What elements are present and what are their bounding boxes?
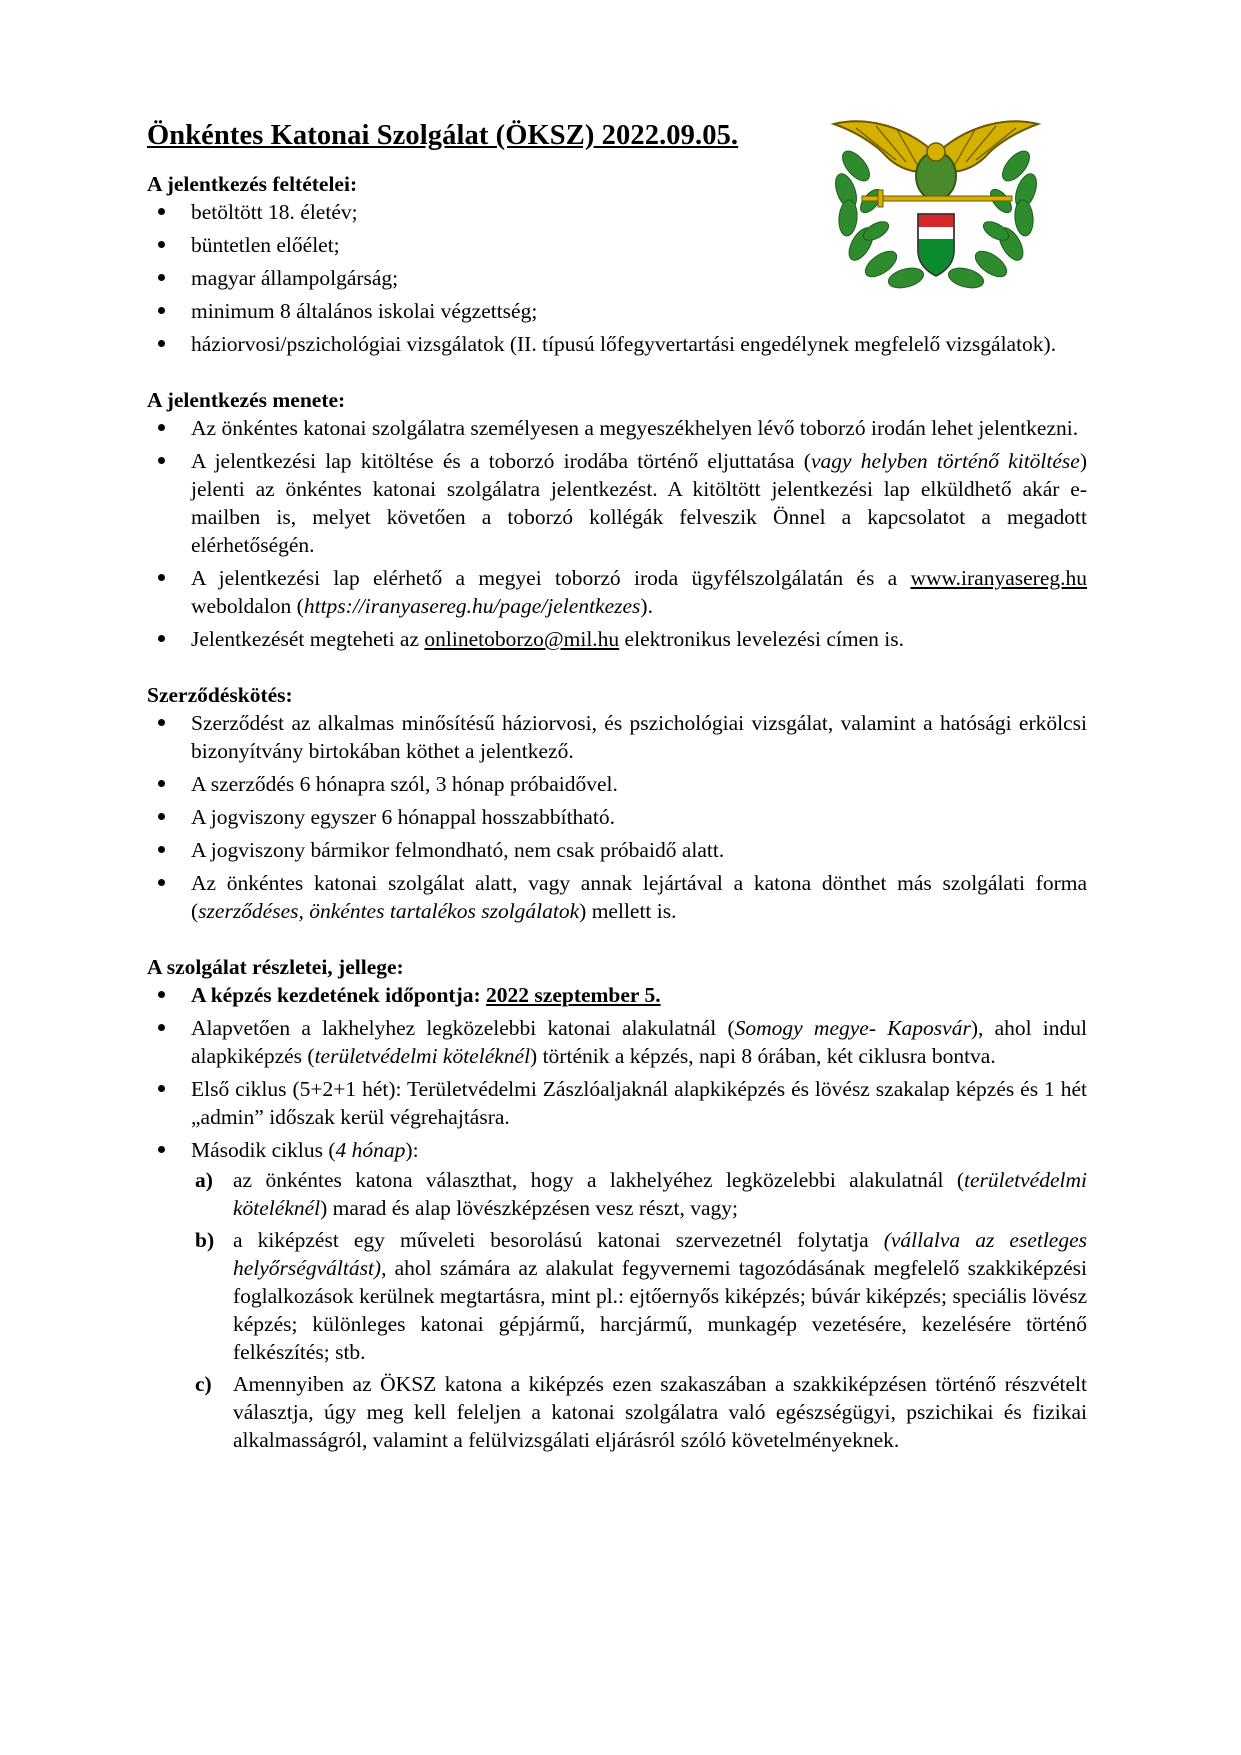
email-link[interactable]: onlinetoborzo@mil.hu bbox=[424, 627, 620, 651]
section-heading: Szerződéskötés: bbox=[147, 683, 293, 707]
website-link[interactable]: www.iranyasereg.hu bbox=[910, 566, 1087, 590]
sub-list-item: a) az önkéntes katona választhat, hogy a lakhelyéhez legközelebbi alakulatnál (területvédelmi köteléknél) marad és alap lövészképzésen vesz részt, vagy; bbox=[195, 1168, 1087, 1220]
section-application-process bbox=[147, 386, 1087, 653]
list-item: Második ciklus (4 hónap): a) az önkéntes katona választhat, hogy a lakhelyéhez legközelebbi alakulatnál (területvédelmi köteléknél) marad és alap lövészképzésen vesz részt, vagy; b) a kiképzést egy műveleti besorolású katonai szervezetnél folytatja (vállalva az esetleges helyőrségváltást), ahol számára az alakulat fegyvernemi tagozódásának megfelelő szakkiképzési foglalkozások kerülnek megtartásra, mint pl.: ejtőernyős kiképzés; búvár kiképzés; speciális lövész képzés; különleges katonai gépjármű, harcjármű, munkagép vezetésére, kezelésére történő felkészítés; stb. c) Amennyiben az ÖKSZ katona a kiképzés ezen szakaszában a szakkiképzésen történő részvételt választja, úgy meg kell feleljen a katonai szolgálatra való egészségügyi, pszichikai és fizikai alkalmasságról, valamint a felülvizsgálati eljárásról szóló követelményeknek. bbox=[147, 1136, 1087, 1454]
document-body bbox=[147, 118, 1087, 1482]
section-contract bbox=[147, 681, 1087, 925]
start-date: 2022 szeptember 5. bbox=[486, 983, 661, 1007]
section-heading: A szolgálat részletei, jellege: bbox=[147, 955, 404, 979]
list-item: Első ciklus (5+2+1 hét): Területvédelmi Zászlóaljaknál alapkiképzés és lövész szakalap képzés és 1 hét „admin” időszak kerül végrehajtásra. bbox=[147, 1075, 1087, 1131]
list-item: Jelentkezését megteheti az onlinetoborzo@mil.hu elektronikus levelezési címen is. bbox=[147, 625, 1087, 653]
list-item: A jogviszony egyszer 6 hónappal hosszabbítható. bbox=[147, 803, 1087, 831]
list-item: A jelentkezési lap elérhető a megyei toborzó iroda ügyfélszolgálatán és a www.iranyasereg.hu weboldalon (https://iranyasereg.hu/page/jelentkezes). bbox=[147, 564, 1087, 620]
application-url[interactable]: https://iranyasereg.hu/page/jelentkezes bbox=[303, 594, 641, 618]
list-item: betöltött 18. életév; bbox=[147, 198, 1087, 226]
list-item: Alapvetően a lakhelyhez legközelebbi katonai alakulatnál (Somogy megye- Kaposvár), ahol indul alapkiképzés (területvédelmi köteléknél) történik a képzés, napi 8 órában, két ciklusra bontva. bbox=[147, 1014, 1087, 1070]
list-item: Az önkéntes katonai szolgálat alatt, vagy annak lejártával a katona dönthet más szolgálati forma (szerződéses, önkéntes tartalékos szolgálatok) mellett is. bbox=[147, 869, 1087, 925]
list-item: Szerződést az alkalmas minősítésű háziorvosi, és pszichológiai vizsgálat, valamint a hatósági erkölcsi bizonyítvány birtokában köthet a jelentkező. bbox=[147, 709, 1087, 765]
list-item: A képzés kezdetének időpontja: 2022 szeptember 5. bbox=[147, 981, 1087, 1009]
section-conditions bbox=[147, 170, 1087, 358]
sub-list-item: c) Amennyiben az ÖKSZ katona a kiképzés ezen szakaszában a szakkiképzésen történő részvételt választja, úgy meg kell feleljen a katonai szolgálatra való egészségügyi, pszichikai és fizikai alkalmasságról, valamint a felülvizsgálati eljárásról szóló követelményeknek. bbox=[195, 1372, 1087, 1452]
list-item: minimum 8 általános iskolai végzettség; bbox=[147, 297, 1087, 325]
list-item: büntetlen előélet; bbox=[147, 231, 1087, 259]
sub-list-item: b) a kiképzést egy műveleti besorolású katonai szervezetnél folytatja (vállalva az esetleges helyőrségváltást), ahol számára az alakulat fegyvernemi tagozódásának megfelelő szakkiképzési foglalkozások kerülnek megtartásra, mint pl.: ejtőernyős kiképzés; búvár kiképzés; speciális lövész képzés; különleges katonai gépjármű, harcjármű, munkagép vezetésére, kezelésére történő felkészítés; stb. bbox=[195, 1228, 1088, 1364]
section-heading: A jelentkezés feltételei: bbox=[147, 172, 358, 196]
section-service-details bbox=[147, 953, 1087, 1454]
page-title: Önkéntes Katonai Szolgálat (ÖKSZ) 2022.09.05. bbox=[147, 120, 739, 151]
list-item: Az önkéntes katonai szolgálatra személyesen a megyeszékhelyen lévő toborzó irodán lehet jelentkezni. bbox=[147, 414, 1087, 442]
list-item: A jelentkezési lap kitöltése és a toborzó irodába történő eljuttatása (vagy helyben történő kitöltése) jelenti az önkéntes katonai szolgálatra jelentkezést. A kitöltött jelentkezési lap elküldhető akár e-mailben is, melyet követően a toborzó kollégák felveszik Önnel a kapcsolatot a megadott elérhetőségén. bbox=[147, 447, 1087, 559]
list-item: A szerződés 6 hónapra szól, 3 hónap próbaidővel. bbox=[147, 770, 1087, 798]
list-item: magyar állampolgárság; bbox=[147, 264, 1087, 292]
section-heading: A jelentkezés menete: bbox=[147, 388, 346, 412]
sub-list bbox=[191, 1166, 1087, 1454]
list-item: A jogviszony bármikor felmondható, nem csak próbaidő alatt. bbox=[147, 836, 1087, 864]
list-item: háziorvosi/pszichológiai vizsgálatok (II. típusú lőfegyvertartási engedélynek megfelelő vizsgálatok). bbox=[147, 330, 1087, 358]
